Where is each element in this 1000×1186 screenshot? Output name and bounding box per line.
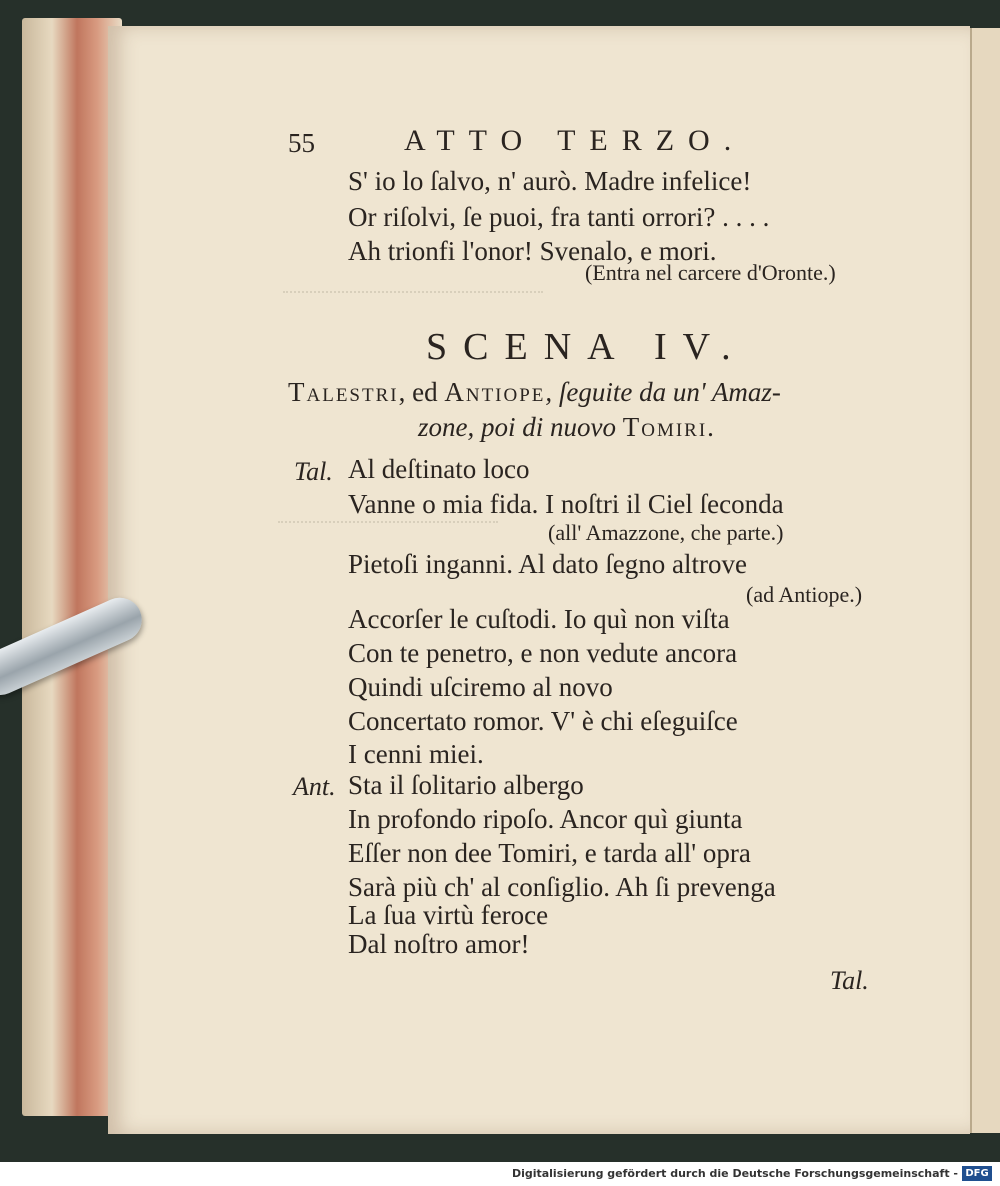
verse-line: I cenni miei. [348, 739, 484, 769]
verse-line: Con te penetro, e non vedute ancora [348, 638, 738, 668]
character-name: Antiope [444, 377, 546, 407]
catchword: Tal. [830, 966, 869, 995]
bleed-through-mark [278, 521, 498, 533]
verse-line: Or riſolvi, ſe puoi, fra tanti orrori? . . . . [348, 202, 770, 232]
verse-line: La ſua virtù feroce [348, 900, 549, 930]
character-name: Taleſtri [288, 377, 399, 407]
scene-characters [288, 379, 781, 406]
scene-text: , ſeguite da un' Amaz- [545, 377, 781, 407]
verse-line: Quindi uſciremo al novo [348, 672, 613, 702]
stage-direction: (Entra nel carcere d'Oronte.) [585, 260, 836, 285]
speaker-label: Tal. [294, 457, 333, 486]
verse-line: Ah trionfi l'onor! Svenalo, e mori. [348, 236, 717, 266]
scene-text: zone, poi di nuovo [418, 412, 623, 442]
dfg-logo: DFG [962, 1166, 992, 1181]
funding-credit: Digitalisierung gefördert durch die Deutsche Forschungsgemeinschaft - [511, 1167, 958, 1180]
running-head: ATTO TERZO. [404, 124, 746, 157]
verse-line: Dal noſtro amor! [348, 929, 530, 959]
verse-line: Vanne o mia fida. I noſtri il Ciel ſeconda [348, 489, 784, 519]
verse-line: Sta il ſolitario albergo [348, 770, 584, 800]
speaker-label: Ant. [293, 772, 336, 801]
stage-direction: (ad Antiope.) [746, 582, 863, 607]
verse-line: Eſſer non dee Tomiri, e tarda all' opra [348, 838, 751, 868]
verse-line: S' io lo ſalvo, n' aurò. Madre infelice! [348, 166, 752, 196]
facing-page-edge [970, 28, 1000, 1133]
verse-line: Accorſer le cuſtodi. Io quì non viſta [348, 604, 730, 634]
verse-line: Concertato romor. V' è chi eſeguiſce [348, 706, 738, 736]
verse-line: In profondo ripoſo. Ancor quì giunta [348, 804, 743, 834]
book-page-edges [22, 18, 122, 1116]
character-name: Tomiri. [622, 412, 716, 442]
verse-line: Al deſtinato loco [348, 454, 530, 484]
stage-direction: (all' Amazzone, che parte.) [548, 520, 784, 545]
page-number: 55 [288, 128, 315, 158]
book-page [108, 26, 970, 1134]
verse-line: Pietoſi inganni. Al dato ſegno altrove [348, 549, 747, 579]
scene-characters-cont [418, 414, 716, 441]
scene-title: SCENA IV. [426, 326, 747, 368]
scene-text: , ed [398, 377, 445, 407]
bleed-through-mark [283, 291, 543, 303]
footer-bar [0, 1162, 1000, 1186]
verse-line: Sarà più ch' al conſiglio. Ah ſi prevenga [348, 872, 776, 902]
